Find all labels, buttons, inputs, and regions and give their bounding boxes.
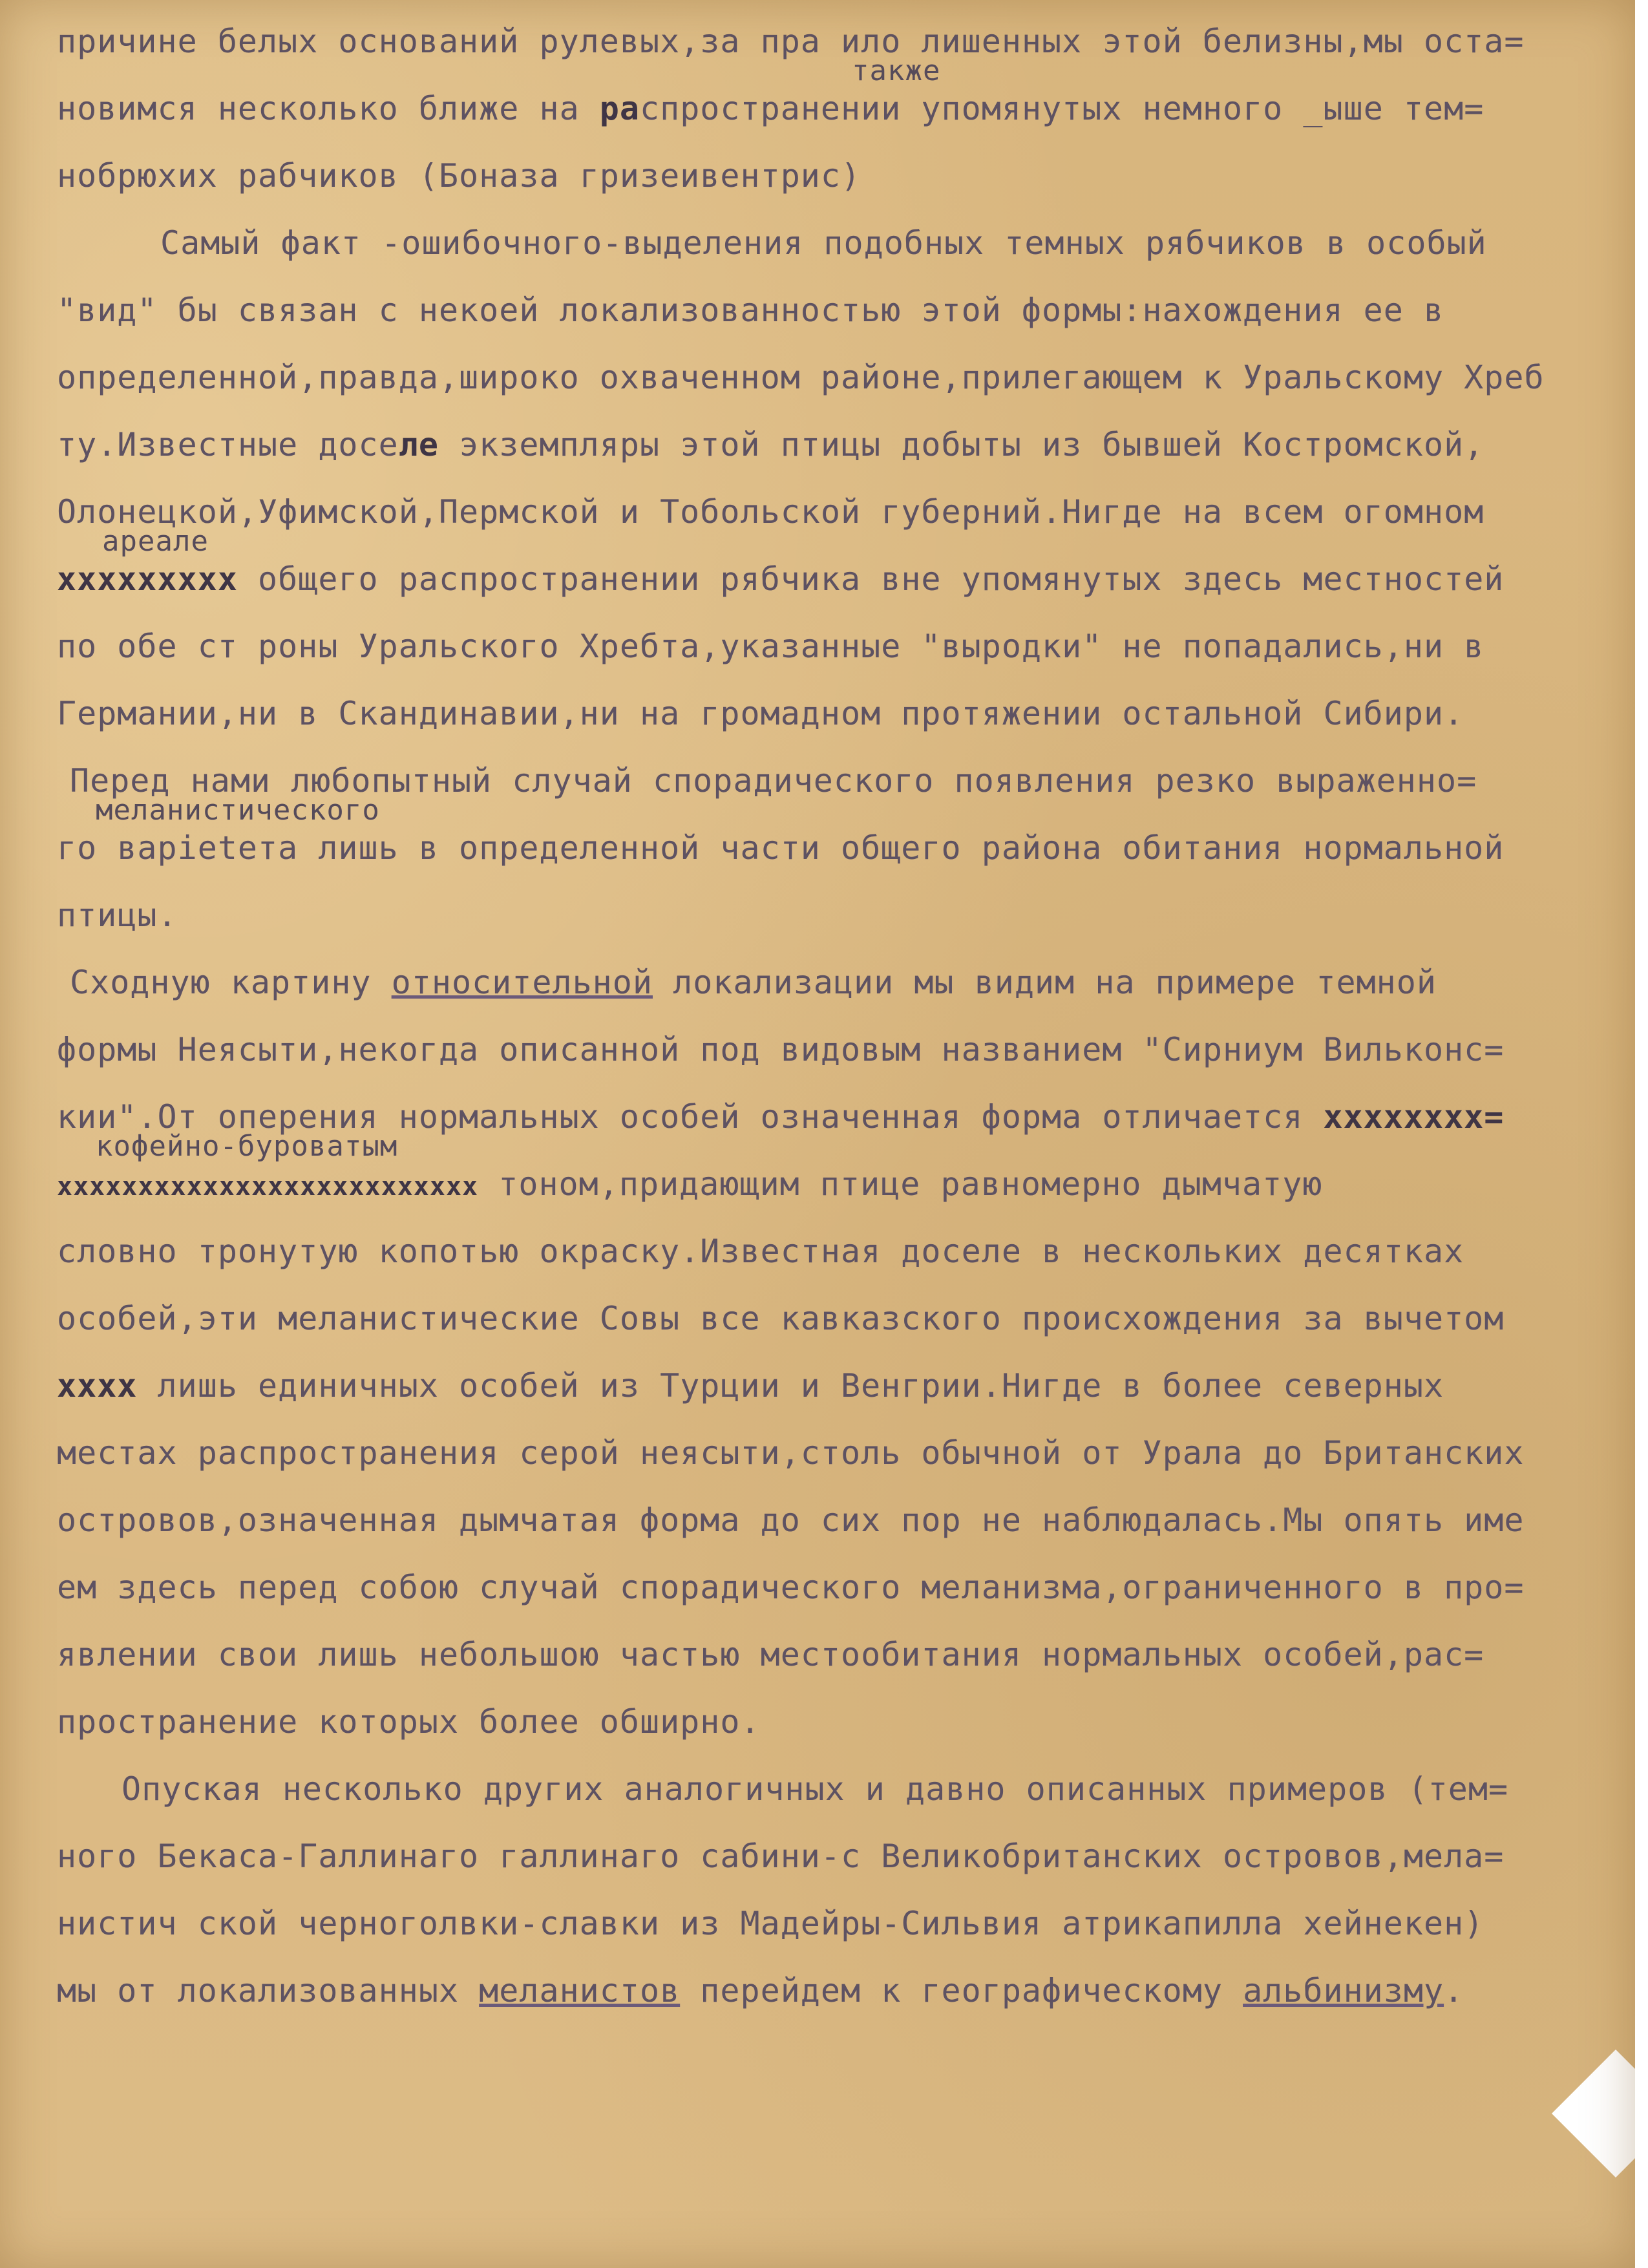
line-text: пространение которых более обширно. xyxy=(57,1703,761,1741)
text-line-10 xyxy=(57,613,1627,680)
line-text-rest: лишь единичных особей из Турции и Венгрии.Нигде в более северных xyxy=(137,1367,1444,1404)
text-line-23 xyxy=(57,1487,1627,1554)
line-text-rest: общего распространении рябчика вне упомянутых здесь местностей xyxy=(237,560,1505,598)
line-text: Опуская несколько других аналогичных и давно описанных примеров (тем= xyxy=(121,1770,1509,1808)
line-text: Самый факт -ошибочного-выделения подобных темных рябчиков в особый xyxy=(160,224,1487,262)
line-text: ту.Известные досе xyxy=(57,426,399,463)
struck-out-text: хххххххх= xyxy=(1323,1098,1505,1136)
text-line-7 xyxy=(57,411,1627,478)
line-text-rest: экземпляры этой птицы добыты из бывшей Костромской, xyxy=(438,426,1484,463)
line-text: новимся несколько ближе на xyxy=(57,90,600,127)
line-text: по обе ст роны Уральского Хребта,указанные "выродки" не попадались,ни в xyxy=(57,628,1484,665)
line-text: кии".От оперения нормальных особей означенная форма отличается xyxy=(57,1098,1324,1136)
text-line-6 xyxy=(57,344,1627,411)
line-text: "вид" бы связан с некоей локализованностью этой формы:нахождения ее в xyxy=(57,291,1444,329)
line-text: особей,эти меланистические Совы все кавказского происхождения за вычетом xyxy=(57,1300,1505,1337)
text-line-11 xyxy=(57,680,1627,747)
line-text: мы от локализованных xyxy=(57,1972,480,2009)
text-line-26 xyxy=(57,1688,1627,1755)
text-line-22 xyxy=(57,1419,1627,1487)
text-line-14 xyxy=(57,882,1627,949)
text-line-16 xyxy=(57,1016,1627,1083)
struck-out-text: ххххххххх xyxy=(57,560,238,598)
line-text-rest: локализации мы видим на примере темной xyxy=(652,964,1437,1001)
line-text: определенной,правда,широко охваченном районе,прилегающем к Уральскому Хреб xyxy=(57,359,1545,396)
insertion-above: ареале xyxy=(102,525,209,558)
struck-out-text: хххх xyxy=(57,1367,138,1404)
text-line-9 xyxy=(57,525,1627,613)
line-text-rest: тоном,придающим птице равномерно дымчатую xyxy=(478,1165,1323,1203)
insertion-above: меланистического xyxy=(96,794,380,827)
line-text: причине белых оснований рулевых,за пра ило лишенных этой белизны,мы оста= xyxy=(57,23,1525,60)
line-text: нистич ской черноголвки-славки из Мадейры-Сильвия атрикапилла хейнекен) xyxy=(57,1905,1484,1942)
text-line-8 xyxy=(57,478,1627,546)
underlined-word: меланистов xyxy=(479,1972,681,2009)
text-line-25 xyxy=(57,1621,1627,1688)
line-text: Германии,ни в Скандинавии,ни на громадном протяжении остальной Сибири. xyxy=(57,695,1464,732)
overstrike-mark: ле xyxy=(398,426,439,463)
text-line-4 xyxy=(57,209,1627,277)
text-line-30 xyxy=(57,1957,1627,2024)
overstrike-mark: ра xyxy=(599,90,640,127)
line-text: Перед нами любопытный случай спорадического появления резко выраженно= xyxy=(70,762,1477,800)
text-line-15 xyxy=(57,949,1627,1016)
struck-out-text: хххххххххххххххххххххххххх xyxy=(57,1172,479,1202)
underlined-word: относительной xyxy=(391,964,653,1001)
text-line-1 xyxy=(57,8,1627,75)
text-line-13 xyxy=(57,794,1627,882)
line-text: явлении свои лишь небольшою частью местообитания нормальных особей,рас= xyxy=(57,1636,1484,1673)
line-text: Олонецкой,Уфимской,Пермской и Тобольской губерний.Нигде на всем огомном xyxy=(57,493,1484,531)
line-text: го варietета лишь в определенной части общего района обитания нормальной xyxy=(57,829,1505,867)
text-line-21 xyxy=(57,1352,1627,1419)
text-line-24 xyxy=(57,1554,1627,1621)
insertion-above: кофейно-буроватым xyxy=(96,1130,398,1163)
line-text-rest: перейдем к географическому xyxy=(680,1972,1243,2009)
text-line-5 xyxy=(57,277,1627,344)
text-line-2 xyxy=(57,54,1627,142)
text-line-20 xyxy=(57,1285,1627,1352)
line-text: словно тронутую копотью окраску.Известная доселе в нескольких десятках xyxy=(57,1233,1464,1270)
line-text-rest: спространении упомянутых немного _ыше тем= xyxy=(640,90,1484,127)
line-text: ем здесь перед собою случай спорадического меланизма,ограниченного в про= xyxy=(57,1569,1525,1606)
line-text: ного Бекаса-Галлинаго галлинаго сабини-с Великобританских островов,мела= xyxy=(57,1838,1505,1875)
line-text: птицы. xyxy=(57,896,178,934)
line-text: Сходную картину xyxy=(70,964,392,1001)
text-line-19 xyxy=(57,1218,1627,1285)
torn-corner xyxy=(1552,2050,1635,2178)
text-line-28 xyxy=(57,1823,1627,1890)
text-line-3 xyxy=(57,142,1627,209)
insertion-above: также xyxy=(852,54,941,87)
underlined-word: альбинизму xyxy=(1243,1972,1444,2009)
line-text: местах распространения серой неясыти,столь обычной от Урала до Британских xyxy=(57,1434,1525,1472)
line-text: формы Неясыти,некогда описанной под видовым названием "Сирниум Вильконс= xyxy=(57,1031,1505,1068)
text-line-29 xyxy=(57,1890,1627,1957)
line-text: островов,означенная дымчатая форма до сих пор не наблюдалась.Мы опять име xyxy=(57,1501,1525,1539)
line-text-tail: . xyxy=(1444,1972,1464,2009)
text-line-18 xyxy=(57,1130,1627,1218)
typewritten-text xyxy=(57,8,1627,2024)
line-text: нобрюхих рабчиков (Боназа гризеивентрис) xyxy=(57,157,861,195)
text-line-27 xyxy=(57,1755,1627,1823)
